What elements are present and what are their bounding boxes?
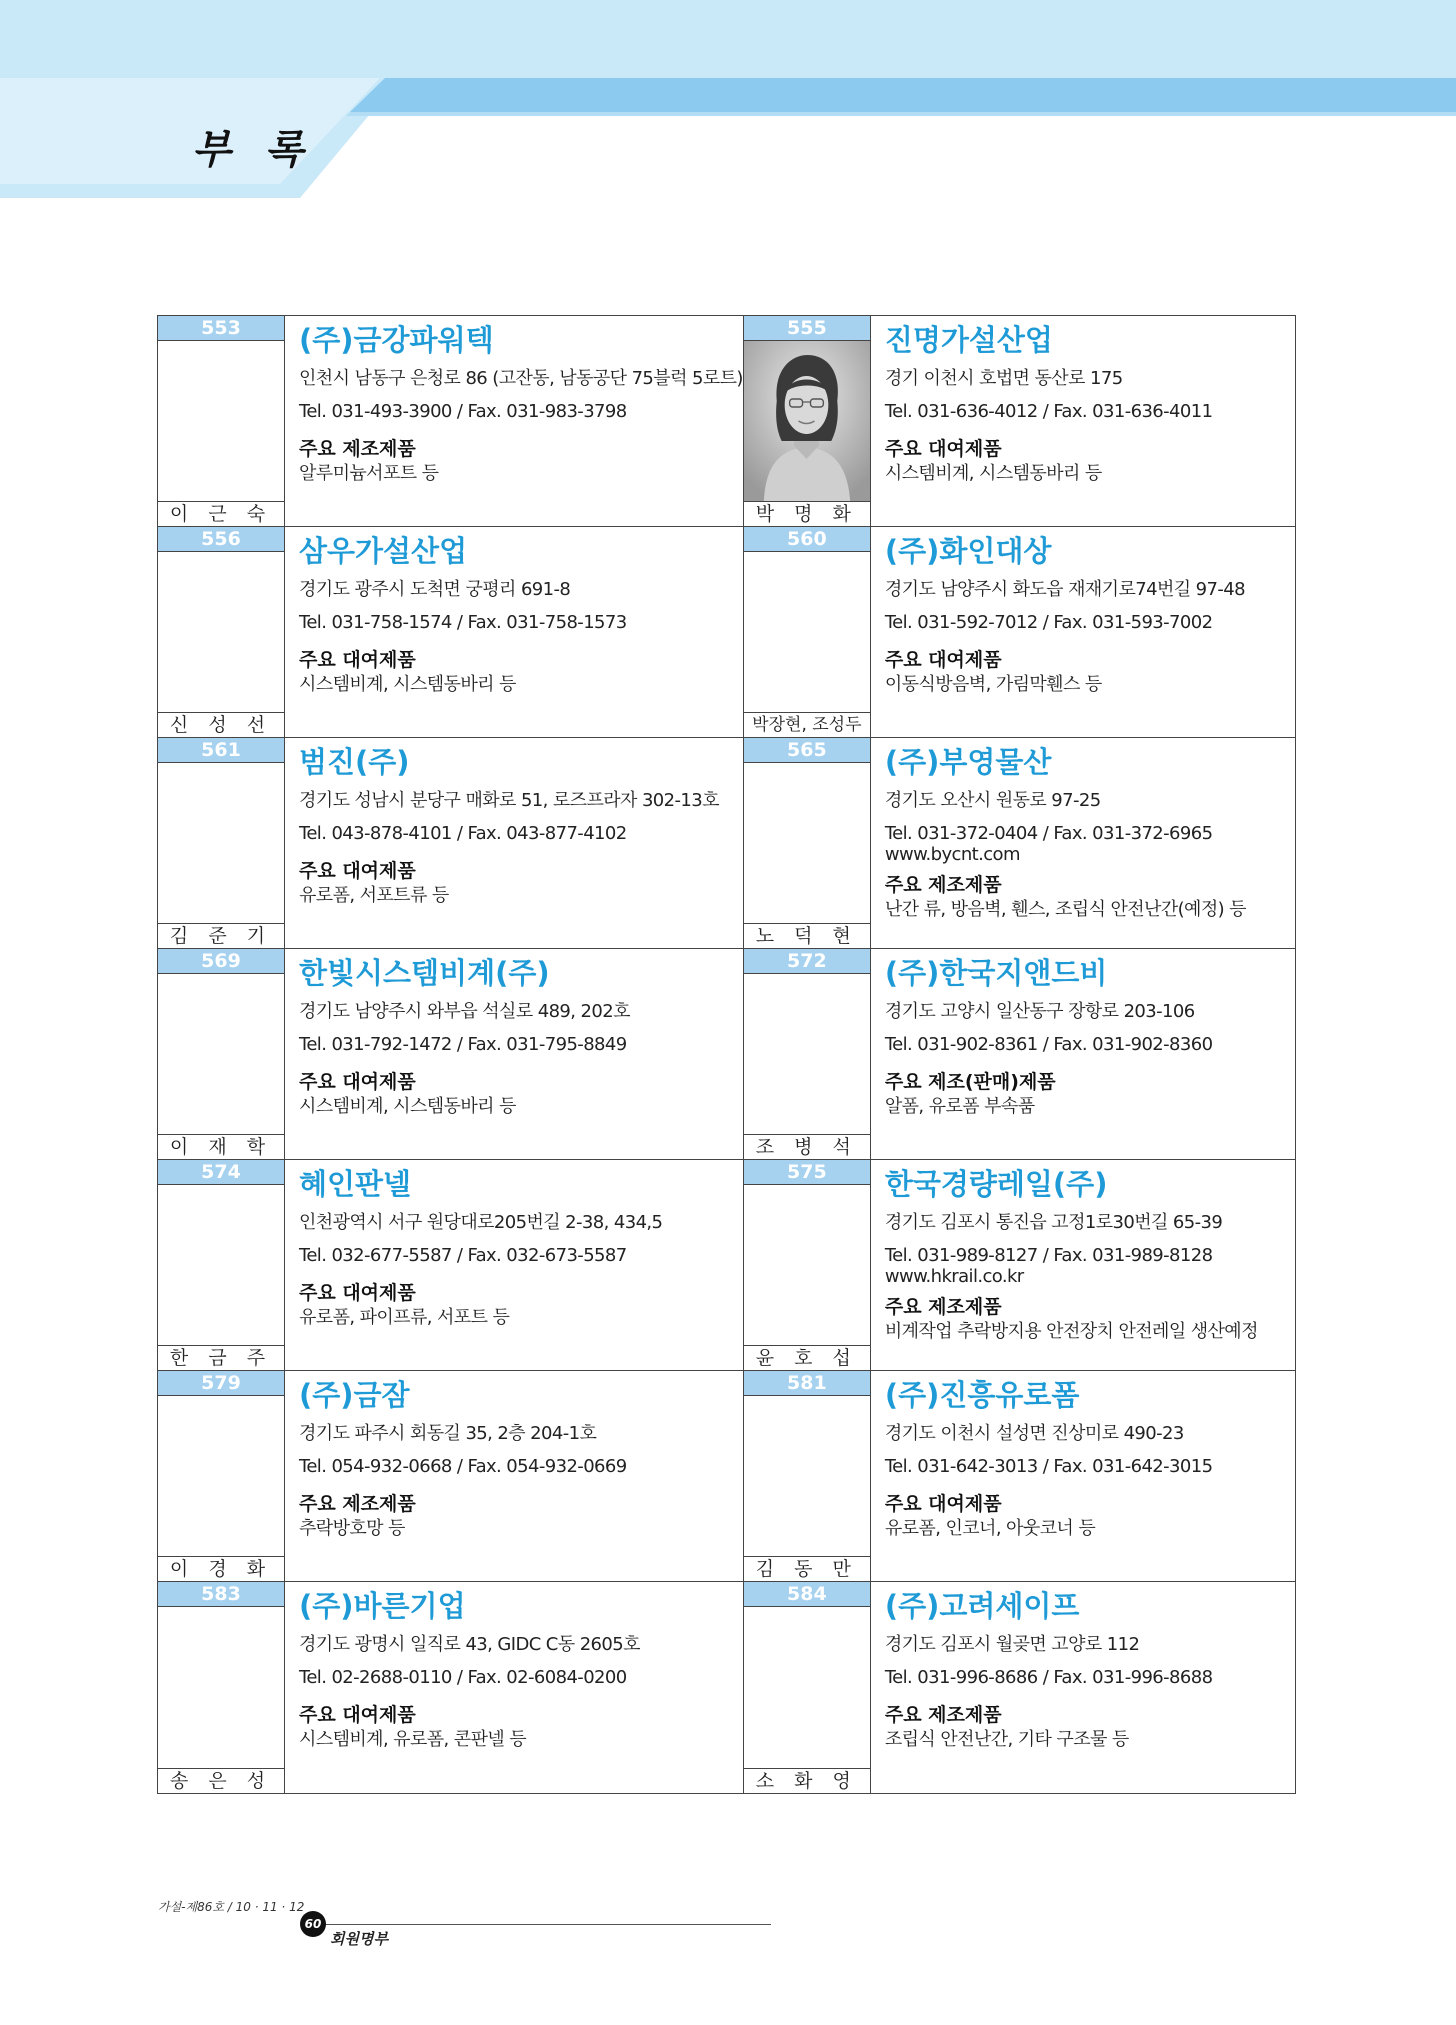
tel-fax: Tel. 031-642-3013 / Fax. 031-642-3015 xyxy=(884,1456,1213,1477)
tel-fax: Tel. 031-996-8686 / Fax. 031-996-8688 xyxy=(884,1667,1213,1688)
representative-photo xyxy=(744,341,870,501)
member-side-column xyxy=(158,1371,285,1581)
address: 경기도 김포시 통진읍 고정1로30번길 65-39 xyxy=(884,1212,1223,1233)
address: 경기도 광주시 도척면 궁평리 691-8 xyxy=(299,579,571,600)
company-name: (주)금강파워텍 xyxy=(299,323,494,357)
member-number: 574 xyxy=(158,1160,284,1185)
address: 경기도 김포시 월곶면 고양로 112 xyxy=(884,1634,1140,1655)
member-number: 565 xyxy=(744,738,870,763)
company-name: 혜인판넬 xyxy=(299,1167,412,1201)
member-side-column xyxy=(158,1160,285,1370)
company-name: (주)부영물산 xyxy=(884,745,1052,779)
products: 난간 류, 방음벽, 휀스, 조립식 안전난간(예정) 등 xyxy=(884,899,1246,920)
representative-name: 이 근 숙 xyxy=(158,501,284,526)
photo-area xyxy=(158,1607,284,1768)
member-info xyxy=(871,1371,1295,1581)
products: 유로폼, 인코너, 아웃코너 등 xyxy=(884,1518,1096,1539)
products-label: 주요 제조제품 xyxy=(299,1493,416,1515)
member-card xyxy=(744,949,1295,1160)
member-side-column xyxy=(744,738,871,948)
photo-area xyxy=(158,341,284,501)
products-label: 주요 대여제품 xyxy=(299,860,416,882)
products-label: 주요 대여제품 xyxy=(884,1493,1002,1515)
address: 인천시 남동구 은청로 86 (고잔동, 남동공단 75블럭 5로트) xyxy=(299,368,743,389)
member-info xyxy=(871,949,1295,1159)
member-side-column xyxy=(158,527,285,737)
photo-area xyxy=(744,1185,870,1345)
member-info xyxy=(871,527,1295,737)
representative-name: 송 은 성 xyxy=(158,1768,284,1793)
representative-name: 이 재 학 xyxy=(158,1134,284,1159)
page-number: 60 xyxy=(300,1911,326,1937)
products: 시스템비계, 시스템동바리 등 xyxy=(299,1096,516,1117)
member-directory-table xyxy=(157,315,1296,1794)
address: 경기 이천시 호법면 동산로 175 xyxy=(884,368,1123,389)
representative-name: 신 성 선 xyxy=(158,712,284,737)
products-label: 주요 대여제품 xyxy=(299,649,416,671)
address: 경기도 남양주시 화도읍 재재기로74번길 97-48 xyxy=(884,579,1245,600)
photo-area xyxy=(744,763,870,923)
company-name: 한국경량레일(주) xyxy=(884,1167,1108,1201)
member-number: 572 xyxy=(744,949,870,974)
products-label: 주요 대여제품 xyxy=(884,438,1002,460)
member-side-column xyxy=(158,1582,285,1793)
footer-divider xyxy=(316,1924,771,1925)
member-number: 584 xyxy=(744,1582,870,1607)
company-name: 한빛시스템비계(주) xyxy=(299,956,550,990)
member-number: 575 xyxy=(744,1160,870,1185)
representative-name: 김 준 기 xyxy=(158,923,284,948)
products: 시스템비계, 시스템동바리 등 xyxy=(299,674,516,695)
address: 경기도 이천시 설성면 진상미로 490-23 xyxy=(884,1423,1184,1444)
member-number: 583 xyxy=(158,1582,284,1607)
company-name: (주)고려세이프 xyxy=(884,1589,1080,1623)
tel-fax: Tel. 031-493-3900 / Fax. 031-983-3798 xyxy=(299,401,627,422)
member-side-column xyxy=(158,949,285,1159)
photo-area xyxy=(744,974,870,1134)
address: 경기도 고양시 일산동구 장항로 203-106 xyxy=(884,1001,1195,1022)
products: 시스템비계, 시스템동바리 등 xyxy=(884,463,1102,484)
member-card xyxy=(158,949,744,1160)
tel-fax: Tel. 02-2688-0110 / Fax. 02-6084-0200 xyxy=(299,1667,627,1688)
member-info xyxy=(285,527,743,737)
address: 경기도 성남시 분당구 매화로 51, 로즈프라자 302-13호 xyxy=(299,790,719,811)
member-side-column xyxy=(744,949,871,1159)
member-number: 555 xyxy=(744,316,870,341)
member-number: 560 xyxy=(744,527,870,552)
member-side-column xyxy=(744,527,871,737)
member-info xyxy=(285,1582,743,1793)
representative-name: 한 금 주 xyxy=(158,1345,284,1370)
member-info xyxy=(871,1582,1295,1793)
photo-area xyxy=(158,763,284,923)
member-card xyxy=(158,527,744,738)
tel-fax: Tel. 031-902-8361 / Fax. 031-902-8360 xyxy=(884,1034,1213,1055)
products-label: 주요 제조제품 xyxy=(299,438,416,460)
representative-name: 노 덕 현 xyxy=(744,923,870,948)
company-name: (주)금잠 xyxy=(299,1378,410,1412)
photo-area xyxy=(158,1185,284,1345)
address: 인천광역시 서구 원당대로205번길 2-38, 434,5 xyxy=(299,1212,663,1233)
photo-area xyxy=(744,1607,870,1768)
photo-area xyxy=(158,552,284,712)
products-label: 주요 대여제품 xyxy=(299,1704,416,1726)
member-number: 561 xyxy=(158,738,284,763)
products: 이동식방음벽, 가림막휀스 등 xyxy=(884,674,1102,695)
member-info xyxy=(285,1160,743,1370)
tel-fax: Tel. 031-758-1574 / Fax. 031-758-1573 xyxy=(299,612,627,633)
member-card xyxy=(158,1160,744,1371)
company-name: 삼우가설산업 xyxy=(299,534,468,568)
member-number: 553 xyxy=(158,316,284,341)
member-number: 579 xyxy=(158,1371,284,1396)
representative-name: 김 동 만 xyxy=(744,1556,870,1581)
member-info xyxy=(285,738,743,948)
products: 비계작업 추락방지용 안전장치 안전레일 생산예정 xyxy=(884,1321,1258,1342)
address: 경기도 파주시 회동길 35, 2층 204-1호 xyxy=(299,1423,597,1444)
products: 조립식 안전난간, 기타 구조물 등 xyxy=(884,1729,1129,1750)
products-label: 주요 제조(판매)제품 xyxy=(884,1071,1056,1093)
products: 알폼, 유로폼 부속품 xyxy=(884,1096,1035,1117)
company-name: (주)화인대상 xyxy=(884,534,1052,568)
member-side-column xyxy=(744,1582,871,1793)
products-label: 주요 대여제품 xyxy=(299,1071,416,1093)
member-info xyxy=(285,949,743,1159)
address: 경기도 광명시 일직로 43, GIDC C동 2605호 xyxy=(299,1634,640,1655)
tel-fax: Tel. 032-677-5587 / Fax. 032-673-5587 xyxy=(299,1245,627,1266)
footer-section-title: 회원명부 xyxy=(330,1930,388,1948)
products-label: 주요 제조제품 xyxy=(884,1704,1002,1726)
portrait-image xyxy=(744,341,870,501)
representative-name: 조 병 석 xyxy=(744,1134,870,1159)
tel-fax: Tel. 031-592-7012 / Fax. 031-593-7002 xyxy=(884,612,1213,633)
member-side-column xyxy=(744,1371,871,1581)
section-title: 부 록 xyxy=(192,127,314,173)
representative-name: 소 화 영 xyxy=(744,1768,870,1793)
photo-area xyxy=(744,1396,870,1556)
products-label: 주요 제조제품 xyxy=(884,1296,1002,1318)
representative-name: 박 명 화 xyxy=(744,501,870,526)
photo-area xyxy=(158,1396,284,1556)
publication-info: 가설-제86호 / 10 · 11 · 12 xyxy=(158,1900,305,1914)
member-info xyxy=(285,1371,743,1581)
tel-fax: Tel. 031-792-1472 / Fax. 031-795-8849 xyxy=(299,1034,627,1055)
address: 경기도 남양주시 와부읍 석실로 489, 202호 xyxy=(299,1001,630,1022)
products: 추락방호망 등 xyxy=(299,1518,405,1539)
member-card xyxy=(744,316,1295,527)
member-card xyxy=(158,1582,744,1793)
website: www.bycnt.com xyxy=(884,844,1020,865)
member-info xyxy=(871,1160,1295,1370)
representative-name: 박장현, 조성두 xyxy=(744,712,870,737)
tel-fax: Tel. 031-372-0404 / Fax. 031-372-6965 xyxy=(884,823,1213,844)
tel-fax: Tel. 031-989-8127 / Fax. 031-989-8128 xyxy=(884,1245,1213,1266)
member-card xyxy=(744,527,1295,738)
representative-name: 윤 호 섭 xyxy=(744,1345,870,1370)
products: 유로폼, 파이프류, 서포트 등 xyxy=(299,1307,510,1328)
tel-fax: Tel. 043-878-4101 / Fax. 043-877-4102 xyxy=(299,823,627,844)
products-label: 주요 대여제품 xyxy=(299,1282,416,1304)
website: www.hkrail.co.kr xyxy=(884,1266,1024,1287)
company-name: (주)바른기업 xyxy=(299,1589,466,1623)
company-name: (주)진흥유로폼 xyxy=(884,1378,1080,1412)
products: 알루미늄서포트 등 xyxy=(299,463,439,484)
tel-fax: Tel. 031-636-4012 / Fax. 031-636-4011 xyxy=(884,401,1213,422)
member-info xyxy=(871,738,1295,948)
member-card xyxy=(744,1160,1295,1371)
company-name: 진명가설산업 xyxy=(884,323,1053,357)
products: 시스템비계, 유로폼, 콘판넬 등 xyxy=(299,1729,527,1750)
products: 유로폼, 서포트류 등 xyxy=(299,885,449,906)
member-card xyxy=(158,738,744,949)
company-name: 범진(주) xyxy=(299,745,410,779)
member-card xyxy=(744,1582,1295,1793)
member-info xyxy=(285,316,743,526)
member-side-column xyxy=(158,316,285,526)
products-label: 주요 대여제품 xyxy=(884,649,1002,671)
member-card xyxy=(158,1371,744,1582)
company-name: (주)한국지앤드비 xyxy=(884,956,1108,990)
member-card xyxy=(158,316,744,527)
member-number: 581 xyxy=(744,1371,870,1396)
member-card xyxy=(744,738,1295,949)
member-number: 556 xyxy=(158,527,284,552)
member-side-column xyxy=(744,1160,871,1370)
representative-name: 이 경 화 xyxy=(158,1556,284,1581)
member-info xyxy=(871,316,1295,526)
member-card xyxy=(744,1371,1295,1582)
photo-area xyxy=(158,974,284,1134)
tel-fax: Tel. 054-932-0668 / Fax. 054-932-0669 xyxy=(299,1456,627,1477)
member-side-column xyxy=(744,316,871,526)
photo-area xyxy=(744,552,870,712)
products-label: 주요 제조제품 xyxy=(884,874,1002,896)
member-side-column xyxy=(158,738,285,948)
address: 경기도 오산시 원동로 97-25 xyxy=(884,790,1101,811)
member-number: 569 xyxy=(158,949,284,974)
